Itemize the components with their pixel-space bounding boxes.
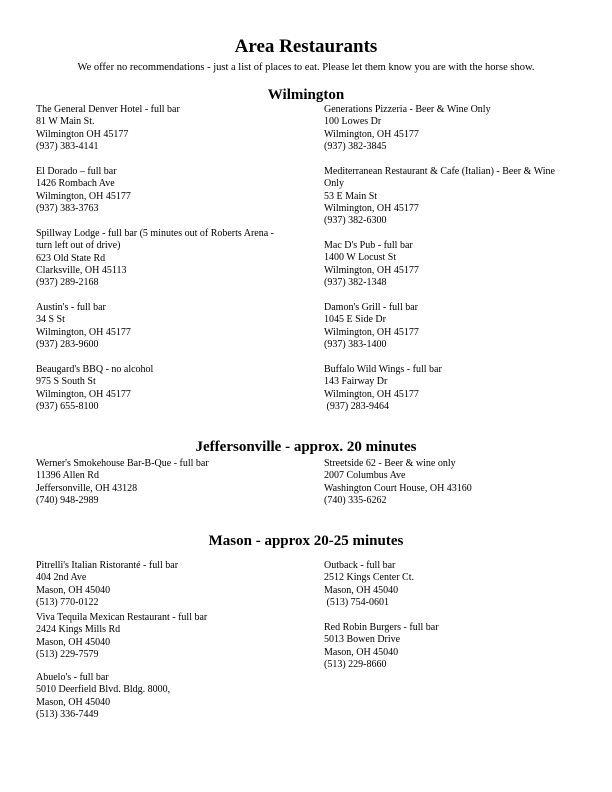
page-title: Area Restaurants [234,36,378,57]
restaurant-city: Wilmington, OH 45177 [324,264,419,276]
restaurant-name: Damon's Grill - full bar [324,302,419,313]
restaurant-phone: (740) 948-2989 [36,494,99,506]
restaurant-city: Wilmington, OH 45177 [36,190,131,202]
restaurant-address: 2512 Kings Center Ct. [324,572,414,584]
restaurant-name: Mac D's Pub - full bar [324,240,413,251]
restaurant-name: Mediterranean Restaurant & Cafe (Italian) - Beer & Wine Only [324,166,555,190]
restaurant-phone: (937) 655-8100 [36,400,99,412]
restaurant-name: The General Denver Hotel - full bar [36,104,180,115]
restaurant-city: Wilmington OH 45177 [36,128,129,140]
restaurant-city: Mason, OH 45040 [36,636,111,648]
restaurant-city: Wilmington, OH 45177 [324,388,419,400]
section-heading-wilmington: Wilmington [267,87,345,103]
restaurant-address: 2007 Columbus Ave [324,470,406,482]
restaurant-address: 623 Old State Rd [36,252,106,264]
restaurant-name: Werner's Smokehouse Bar-B-Que - full bar [36,458,209,469]
restaurant-entry [324,104,574,153]
restaurant-phone: (513) 229-7579 [36,648,99,660]
restaurant-city: Mason, OH 45040 [324,646,399,658]
restaurant-name: Beaugard's BBQ - no alcohol [36,364,154,375]
restaurant-address: 5010 Deerfield Blvd. Bldg. 8000, [36,684,171,696]
restaurant-entry [36,672,291,721]
restaurant-name: Abuelo's - full bar [36,672,109,683]
restaurant-address: 5013 Bowen Drive [324,634,401,646]
restaurant-entry [324,560,574,609]
restaurant-phone: (937) 383-1400 [324,338,387,350]
restaurant-phone: (513) 229-8660 [324,658,387,670]
restaurant-address: 404 2nd Ave [36,572,87,584]
restaurant-city: Wilmington, OH 45177 [324,128,419,140]
restaurant-entry [36,166,291,215]
restaurant-phone: (937) 283-9600 [36,338,99,350]
section-heading-mason: Mason - approx 20-25 minutes [208,533,404,549]
restaurant-address: 1045 E Side Dr [324,314,386,326]
page-subtitle: We offer no recommendations - just a list of places to eat. Please let them know you are with the horse show. [77,62,535,73]
restaurant-entry [36,228,291,289]
restaurant-city: Mason, OH 45040 [36,696,111,708]
restaurant-entry [36,612,291,661]
restaurant-name: Red Robin Burgers - full bar [324,622,439,633]
restaurant-city: Wilmington, OH 45177 [36,326,131,338]
restaurant-phone: (937) 383-3763 [36,202,99,214]
restaurant-name: Streetside 62 - Beer & wine only [324,458,456,469]
restaurant-phone: (513) 770-0122 [36,596,99,608]
restaurant-city: Mason, OH 45040 [324,584,399,596]
restaurant-entry [324,458,574,507]
restaurant-name: Austin's - full bar [36,302,106,313]
restaurant-name: Outback - full bar [324,560,396,571]
restaurant-address: 1426 Rombach Ave [36,178,115,190]
restaurant-name: El Dorado – full bar [36,166,117,177]
restaurant-phone: (937) 382-6300 [324,215,387,227]
restaurant-address: 1400 W Locust St [324,252,397,264]
restaurant-phone: (513) 336-7449 [36,708,99,720]
restaurant-entry [36,302,291,351]
restaurant-name: Buffalo Wild Wings - full bar [324,364,442,375]
restaurant-entry [324,302,574,351]
restaurant-phone: (937) 382-3845 [324,140,387,152]
restaurant-name: Viva Tequila Mexican Restaurant - full bar [36,612,208,623]
restaurant-address: 143 Fairway Dr [324,376,388,388]
restaurant-phone: (740) 335-6262 [324,494,387,506]
restaurant-city: Washington Court House, OH 43160 [324,482,472,494]
restaurant-address: 100 Lowes Dr [324,116,382,128]
restaurant-name: Generations Pizzeria - Beer & Wine Only [324,104,491,115]
restaurant-entry [36,458,291,507]
restaurant-city: Jeffersonville, OH 43128 [36,482,138,494]
restaurant-entry [324,364,574,413]
restaurant-city: Wilmington, OH 45177 [36,388,131,400]
restaurant-phone: (513) 754-0601 [324,596,389,608]
restaurant-address: 53 E Main St [324,190,378,202]
restaurant-city: Wilmington, OH 45177 [324,202,419,214]
restaurant-entry [324,622,574,671]
restaurant-name: Spillway Lodge - full bar (5 minutes out of Roberts Arena - turn left out of drive) [36,228,275,252]
restaurant-phone: (937) 382-1348 [324,276,387,288]
restaurant-entry [36,104,291,153]
restaurant-address: 975 S South St [36,376,96,388]
restaurant-city: Wilmington, OH 45177 [324,326,419,338]
restaurant-entry [36,364,291,413]
section-heading-jeffersonville: Jeffersonville - approx. 20 minutes [195,439,417,455]
restaurant-phone: (937) 289-2168 [36,277,99,289]
restaurant-address: 34 S St [36,314,65,326]
restaurant-entry [324,166,576,227]
restaurant-entry [324,240,574,289]
restaurant-phone: (937) 383-4141 [36,140,99,152]
restaurant-entry [36,560,291,609]
restaurant-name: Pitrelli's Italian Ristoranté - full bar [36,560,179,571]
restaurant-address: 2424 Kings Mills Rd [36,624,121,636]
restaurant-phone: (937) 283-9464 [324,400,389,412]
restaurant-address: 11396 Allen Rd [36,470,99,482]
restaurant-city: Clarksville, OH 45113 [36,264,127,276]
restaurant-city: Mason, OH 45040 [36,584,111,596]
restaurant-address: 81 W Main St. [36,116,95,128]
